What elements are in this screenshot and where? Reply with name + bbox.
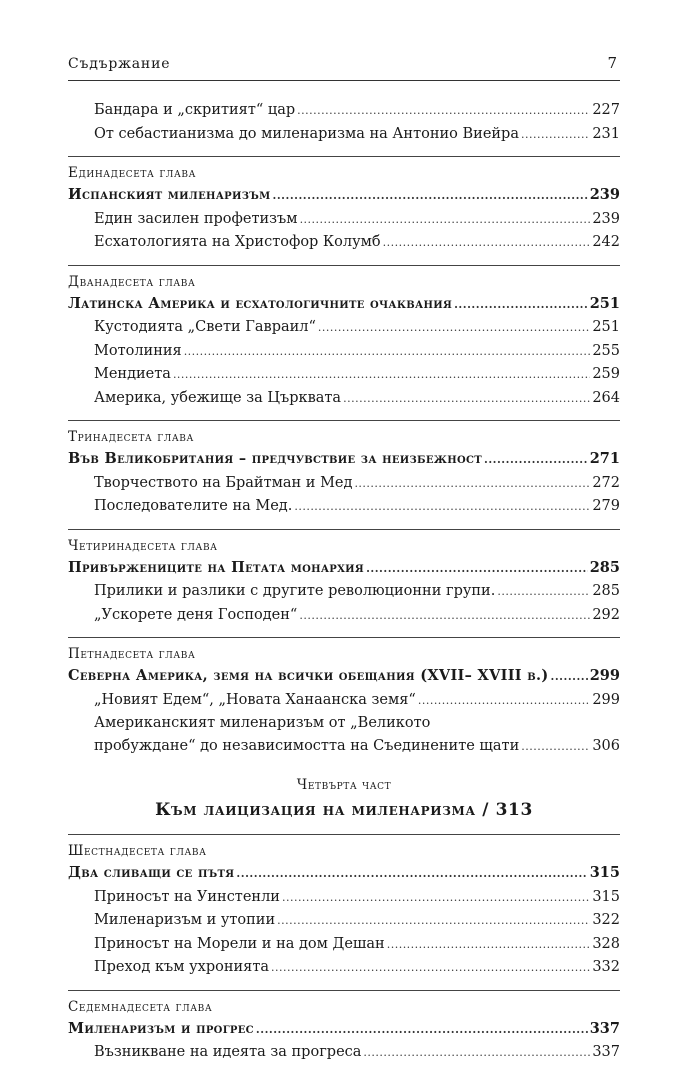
toc-entry[interactable]: Бандара и „скритият“ цар ..... 227 (68, 99, 620, 123)
toc-page (68, 54, 620, 1065)
leader-dots (497, 580, 590, 604)
leader-dots (363, 1041, 590, 1065)
toc-entry[interactable]: Преход към ухронията ..... 332 (68, 956, 620, 980)
leader-dots (418, 689, 590, 713)
toc-entry[interactable]: Мотолиния ..... 255 (68, 340, 620, 364)
section-divider (68, 637, 620, 638)
toc-entry[interactable]: Един засилен профетизъм ..... 239 (68, 208, 620, 232)
header-title: Съдържание (68, 56, 171, 72)
leader-dots (383, 231, 591, 255)
chapter-entry[interactable]: Привържениците на Петата монархия ..... 285 (68, 556, 620, 581)
part-title[interactable]: Към лаицизация на миленаризма / 313 (155, 800, 533, 820)
leader-dots (271, 956, 590, 980)
toc-entry[interactable]: Приносът на Морели и на дом Дешан ..... 328 (68, 933, 620, 957)
section-divider (68, 265, 620, 266)
leader-dots (484, 447, 588, 472)
toc-entry[interactable]: Творчеството на Брайтман и Мед ..... 272 (68, 472, 620, 496)
leader-dots (273, 183, 588, 208)
leader-dots (282, 886, 590, 910)
section-divider (68, 834, 620, 835)
running-header (68, 54, 620, 81)
chapter-label: Шестнадесета глава (68, 843, 207, 859)
leader-dots (173, 363, 590, 387)
chapter-label: Петнадесета глава (68, 646, 196, 662)
toc-entry[interactable]: Прилики и разлики с другите революционни групи. ..... 285 (68, 580, 620, 604)
toc-entry[interactable]: От себастианизма до миленаризма на Антонио Виейра ..... 231 (68, 123, 620, 147)
section-divider (68, 156, 620, 157)
toc-entry[interactable]: Последователите на Мед. ..... 279 (68, 495, 620, 519)
leader-dots (297, 99, 590, 123)
toc-entry[interactable]: Възникване на идеята за прогреса ..... 337 (68, 1041, 620, 1065)
leader-dots (299, 604, 590, 628)
toc-entry[interactable]: „Новият Едем“, „Новата Ханаанска земя“ ..... 299 (68, 689, 620, 713)
header-page-number: 7 (607, 54, 617, 72)
toc-entry[interactable]: Мендиета ..... 259 (68, 363, 620, 387)
toc-entry[interactable]: Есхатологията на Христофор Колумб ..... 242 (68, 231, 620, 255)
leader-dots (454, 292, 588, 317)
toc-entry[interactable]: „Ускорете деня Господен“ ..... 292 (68, 604, 620, 628)
leader-dots (256, 1017, 588, 1042)
toc-entry[interactable]: Америка, убежище за Църквата ..... 264 (68, 387, 620, 411)
chapter-entry[interactable]: Северна Америка, земя на всички обещания (XVII– XVIII в.) ..... 299 (68, 664, 620, 689)
chapter-label: Четиринадесета глава (68, 537, 218, 554)
toc-entry[interactable]: Миленаризъм и утопии ..... 322 (68, 909, 620, 933)
chapter-label: Единадесета глава (68, 165, 197, 181)
chapter-label: Седемнадесета глава (68, 998, 213, 1015)
leader-dots (387, 933, 591, 957)
leader-dots (300, 208, 591, 232)
part-label: Четвърта част (296, 777, 392, 793)
leader-dots (551, 664, 588, 689)
table-of-contents (68, 99, 620, 1065)
chapter-entry[interactable]: Два сливащи се пътя ..... 315 (68, 861, 620, 886)
section-divider (68, 990, 620, 991)
chapter-label: Тринадесета глава (68, 429, 194, 445)
chapter-entry[interactable]: Латинска Америка и есхатологичните очаквания ..... 251 (68, 292, 620, 317)
leader-dots (354, 472, 590, 496)
section-divider (68, 529, 620, 530)
leader-dots (294, 495, 590, 519)
leader-dots (318, 316, 590, 340)
leader-dots (366, 556, 588, 581)
toc-entry[interactable]: Кустодията „Свети Гавраил“ ..... 251 (68, 316, 620, 340)
leader-dots (521, 123, 590, 147)
leader-dots (277, 909, 590, 933)
leader-dots (343, 387, 590, 411)
chapter-entry[interactable]: Миленаризъм и прогрес ..... 337 (68, 1017, 620, 1042)
chapter-entry[interactable]: Испанският миленаризъм ..... 239 (68, 183, 620, 208)
leader-dots (521, 735, 590, 758)
toc-entry[interactable]: Приносът на Уинстенли ..... 315 (68, 886, 620, 910)
section-divider (68, 420, 620, 421)
toc-entry-multiline[interactable]: Американският миленаризъм от „Великото пробуждане“ до независимостта на Съединените щати ..... 306 (68, 712, 620, 758)
leader-dots (236, 861, 587, 886)
chapter-entry[interactable]: Във Великобритания – предчувствие за неизбежност ..... 271 (68, 447, 620, 472)
leader-dots (184, 340, 591, 364)
chapter-label: Дванадесета глава (68, 273, 196, 290)
